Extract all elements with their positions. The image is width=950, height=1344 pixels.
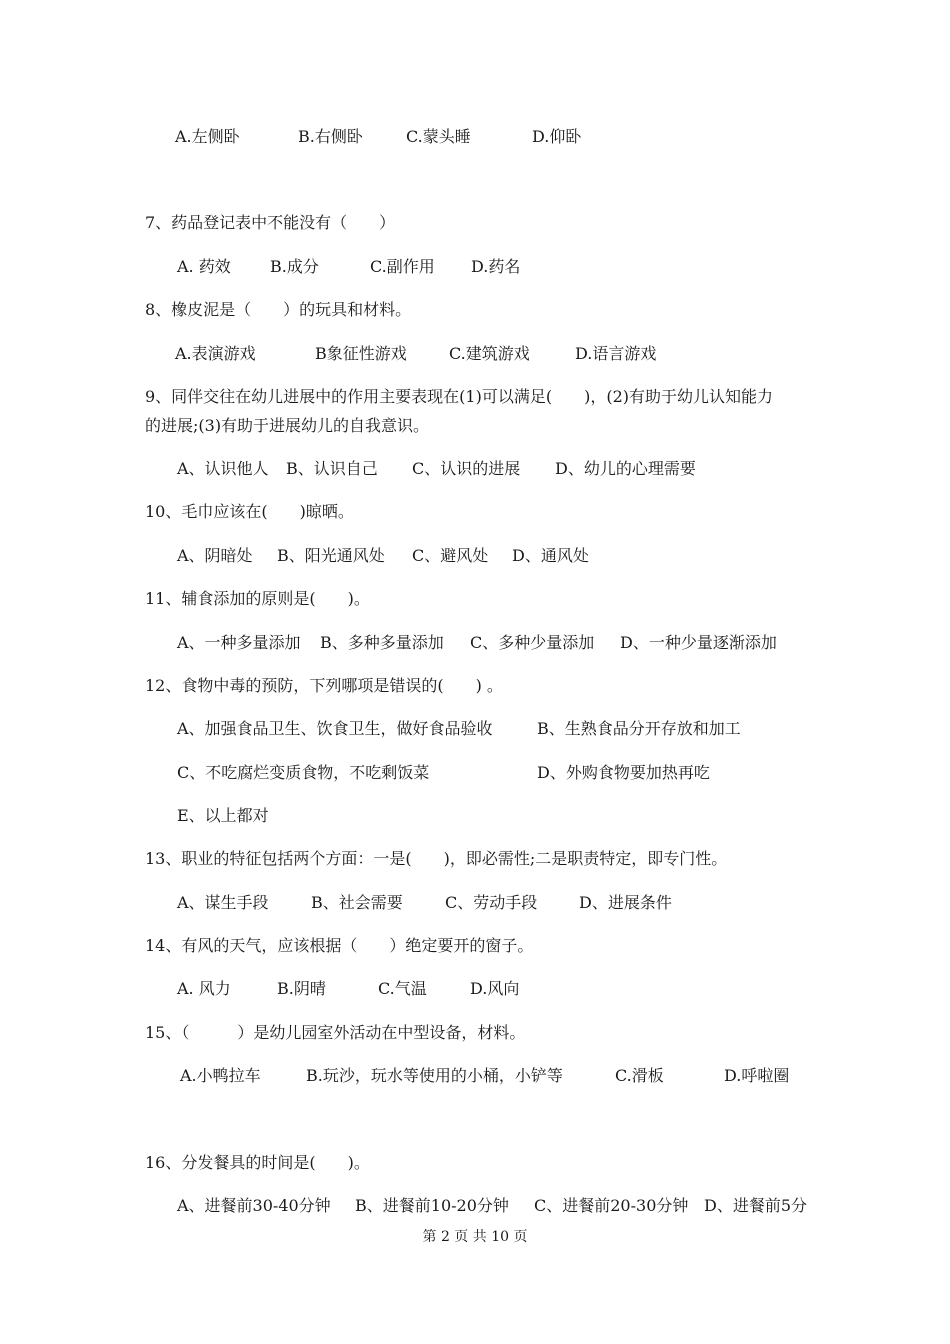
q16-stem: 16、分发餐具的时间是( )。	[145, 1153, 370, 1172]
q9-option-d: D、幼儿的心理需要	[555, 459, 696, 478]
q15-option-d: D.呼啦圈	[724, 1066, 790, 1085]
q6-option-d: D.仰卧	[532, 127, 582, 146]
q8-stem: 8、橡皮泥是（ ）的玩具和材料。	[145, 300, 412, 319]
q13-option-c: C、劳动手段	[445, 893, 538, 912]
q10-option-c: C、避风处	[412, 546, 489, 565]
q16-option-b: B、进餐前10-20分钟	[355, 1196, 509, 1215]
q16-option-a: A、进餐前30-40分钟	[177, 1196, 331, 1215]
q8-option-b: B象征性游戏	[315, 344, 407, 363]
q7-option-b: B.成分	[270, 257, 319, 276]
q11-option-d: D、一种少量逐渐添加	[620, 633, 777, 652]
q8-option-d: D.语言游戏	[575, 344, 657, 363]
q13-stem: 13、职业的特征包括两个方面：一是( )，即必需性;二是职责特定，即专门性。	[145, 849, 728, 868]
q12-option-d: D、外购食物要加热再吃	[537, 763, 710, 782]
q9-stem-line2: 的进展;(3)有助于进展幼儿的自我意识。	[145, 416, 430, 435]
q6-option-b: B.右侧卧	[298, 127, 363, 146]
q7-option-c: C.副作用	[370, 257, 435, 276]
q9-option-b: B、认识自己	[286, 459, 378, 478]
q15-option-c: C.滑板	[615, 1066, 664, 1085]
q13-option-b: B、社会需要	[311, 893, 403, 912]
q10-option-d: D、通风处	[512, 546, 589, 565]
q12-option-e: E、以上都对	[177, 806, 269, 825]
q10-option-a: A、阴暗处	[177, 546, 253, 565]
q9-option-a: A、认识他人	[177, 459, 269, 478]
q12-option-c: C、不吃腐烂变质食物，不吃剩饭菜	[177, 763, 430, 782]
q14-stem: 14、有风的天气，应该根据（ ）绝定要开的窗子。	[145, 936, 534, 955]
q11-option-c: C、多种少量添加	[470, 633, 595, 652]
q14-option-d: D.风向	[470, 979, 520, 998]
q7-option-d: D.药名	[471, 257, 521, 276]
q9-stem-line1: 9、同伴交往在幼儿进展中的作用主要表现在(1)可以满足( )，(2)有助于幼儿认知能力	[145, 387, 773, 406]
q16-option-c: C、进餐前20-30分钟	[534, 1196, 689, 1215]
q11-stem: 11、辅食添加的原则是( )。	[145, 589, 370, 608]
q14-option-c: C.气温	[378, 979, 427, 998]
page-number-footer: 第 2 页 共 10 页	[422, 1229, 528, 1245]
q14-option-b: B.阴晴	[277, 979, 326, 998]
q11-option-b: B、多种多量添加	[320, 633, 444, 652]
q13-option-a: A、谋生手段	[177, 893, 269, 912]
q9-option-c: C、认识的进展	[412, 459, 521, 478]
q15-stem: 15、（ ）是幼儿园室外活动在中型设备，材料。	[145, 1023, 526, 1042]
q6-option-c: C.蒙头睡	[406, 127, 471, 146]
q12-stem: 12、食物中毒的预防，下列哪项是错误的( ) 。	[145, 676, 503, 695]
q10-option-b: B、阳光通风处	[277, 546, 385, 565]
q8-option-a: A.表演游戏	[175, 344, 256, 363]
q7-option-a: A. 药效	[177, 257, 231, 276]
q7-stem: 7、药品登记表中不能没有（ ）	[145, 213, 396, 232]
q13-option-d: D、进展条件	[579, 893, 672, 912]
q16-option-d: D、进餐前5分	[704, 1196, 808, 1215]
q14-option-a: A. 风力	[177, 979, 231, 998]
q15-option-a: A.小鸭拉车	[180, 1066, 261, 1085]
q12-option-a: A、加强食品卫生、饮食卫生，做好食品验收	[177, 719, 493, 738]
q15-option-b: B.玩沙，玩水等使用的小桶，小铲等	[306, 1066, 563, 1085]
q6-option-a: A.左侧卧	[175, 127, 240, 146]
q12-option-b: B、生熟食品分开存放和加工	[537, 719, 741, 738]
q8-option-c: C.建筑游戏	[449, 344, 530, 363]
q10-stem: 10、毛巾应该在( )晾晒。	[145, 502, 354, 521]
q11-option-a: A、一种多量添加	[177, 633, 301, 652]
